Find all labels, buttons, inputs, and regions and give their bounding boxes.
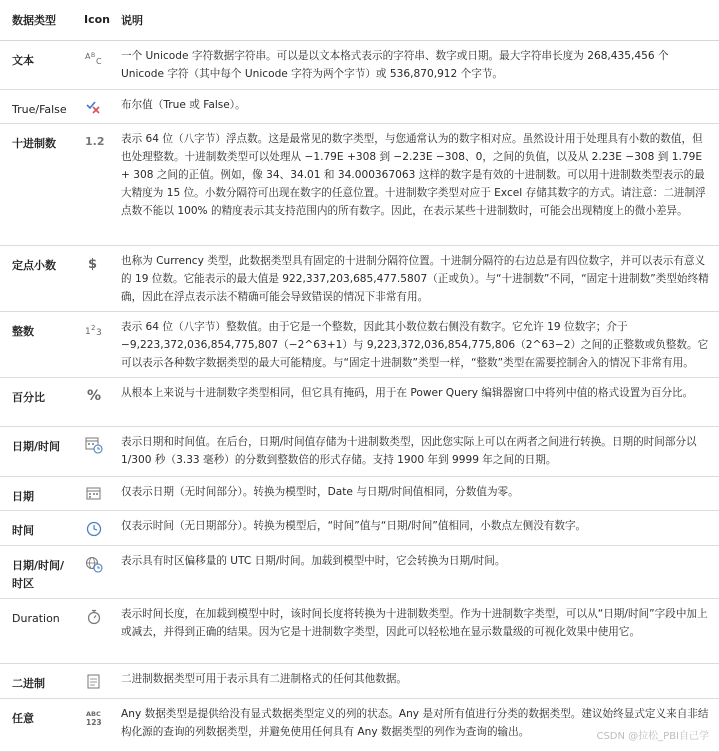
type-name: True/False <box>12 102 67 116</box>
table-row <box>0 663 719 698</box>
svg-text:1.2: 1.2 <box>85 134 105 148</box>
text-abc-icon <box>85 50 103 68</box>
type-name: 文本 <box>12 53 34 67</box>
type-description: 一个 Unicode 字符数据字符串。可以是以文本格式表示的字符串、数字或日期。最大字符串长度为 268,435,456 个 Unicode 字符（其中每个 Unicode 字符为两个字节）或 536,870,912 个字节。 <box>121 49 669 80</box>
table-row <box>0 123 719 245</box>
percent-icon <box>85 387 103 405</box>
header-icon: Icon <box>84 13 111 27</box>
any-type-icon <box>85 708 107 726</box>
table-row <box>0 545 719 598</box>
binary-icon <box>85 673 103 691</box>
table-row <box>0 40 719 89</box>
table-row <box>0 510 719 545</box>
svg-text:ABC: ABC <box>86 709 101 718</box>
globe-clock-icon <box>85 555 103 573</box>
type-name: 日期/时间 <box>12 439 61 453</box>
type-description: 仅表示时间（无日期部分）。转换为模型后，“时间”值与“日期/时间”值相同，小数点左侧没有数字。 <box>121 519 587 532</box>
type-description: 布尔值（True 或 False）。 <box>121 98 246 111</box>
type-name: Duration <box>12 611 60 625</box>
svg-text:$: $ <box>88 256 98 271</box>
type-description: 表示 64 位（八字节）整数值。由于它是一个整数，因此其小数位数右侧没有数字。它允许 19 位数字；介于 −9,223,372,036,854,775,807（−2^63+1）与 9,223,372,036,854,775,806（2^63−2）之间的正整数或负整数。它可以表示各种数字数据类型的最大可能精度。与“固定十进制数”类型一样，“整数”类型在需要控制舍入的情况下非常有用。 <box>121 320 709 369</box>
table-row <box>0 426 719 476</box>
table-row <box>0 311 719 377</box>
svg-text:%: % <box>87 387 102 403</box>
watermark: CSDN @拉松_PBI自己学 <box>596 731 709 742</box>
table-row <box>0 598 719 663</box>
type-description: 从根本上来说与十进制数字类型相同，但它具有掩码，用于在 Power Query 编辑器窗口中将列中值的格式设置为百分比。 <box>121 386 694 399</box>
table-header-row <box>0 0 719 40</box>
svg-text:C: C <box>96 56 102 66</box>
calendar-clock-icon <box>85 436 103 454</box>
type-description: 表示具有时区偏移量的 UTC 日期/时间。加载到模型中时，它会转换为日期/时间。 <box>121 554 506 567</box>
stopwatch-icon <box>85 608 103 626</box>
true-false-icon <box>85 99 103 117</box>
header-desc: 说明 <box>121 13 143 27</box>
svg-text:123: 123 <box>86 717 102 727</box>
type-name: 日期 <box>12 489 34 503</box>
table-row <box>0 476 719 510</box>
type-name: 任意 <box>12 711 34 725</box>
type-name: 整数 <box>12 324 34 338</box>
type-name: 定点小数 <box>12 258 56 272</box>
svg-text:B: B <box>91 51 96 59</box>
type-name: 百分比 <box>12 390 45 404</box>
svg-text:A: A <box>85 51 91 61</box>
type-name: 日期/时间/时区 <box>12 558 65 590</box>
table-row <box>0 377 719 426</box>
type-name: 二进制 <box>12 676 45 690</box>
decimal-icon <box>85 133 107 151</box>
type-description: 表示时间长度，在加载到模型中时，该时间长度将转换为十进制数类型。作为十进制数字类型，可以从“日期/时间”字段中加上或减去，并得到正确的结果。因为它是十进制数字类型，因此可以轻松地在显示数量级的可视化效果中使用它。 <box>121 607 708 638</box>
clock-icon <box>85 520 103 538</box>
type-name: 时间 <box>12 523 34 537</box>
header-type: 数据类型 <box>12 13 56 27</box>
type-description: Any 数据类型是提供给没有显式数据类型定义的列的状态。Any 是对所有值进行分类的数据类型。建议始终显式定义来自非结构化源的查询的列数据类型，并避免使用任何具有 Any 数据类型的列作为查询的输出。 <box>121 707 709 738</box>
svg-text:1: 1 <box>85 326 91 337</box>
table-row <box>0 89 719 123</box>
type-description: 仅表示日期（无时间部分）。转换为模型时，Date 与日期/时间值相同，分数值为零。 <box>121 485 519 498</box>
type-name: 十进制数 <box>12 136 56 150</box>
table-row <box>0 245 719 311</box>
dollar-icon <box>85 255 103 273</box>
type-description: 表示日期和时间值。在后台，日期/时间值存储为十进制数类型，因此您实际上可以在两者之间进行转换。日期的时间部分以 1/300 秒（3.33 毫秒）的分数到整数倍的形式存储。支持 1900 年到 9999 年之间的日期。 <box>121 435 697 466</box>
svg-text:2: 2 <box>91 323 96 332</box>
whole-number-icon <box>85 321 107 339</box>
table-row <box>0 698 719 751</box>
type-description: 也称为 Currency 类型，此数据类型具有固定的十进制分隔符位置。十进制分隔符的右边总是有四位数字，并可以表示有意义的 19 位数。它能表示的最大值是 922,337,203,685,477.5807（正或负）。与“十进制数”不同，“固定十进制数”类型始终精确，因此在浮点表示法不精确可能会导致错误的情况下非常有用。 <box>121 254 709 303</box>
calendar-icon <box>85 486 103 504</box>
type-description: 表示 64 位（八字节）浮点数。这是最常见的数字类型，与您通常认为的数字相对应。虽然设计用于处理具有小数的数值，但也处理整数。十进制数类型可以处理从 −1.79E +308 到 −2.23E −308、0，之间的负值，以及从 2.23E −308 到 1.79E + 308 之间的正值。例如，像 34、34.01 和 34.000367063 这样的数字是有效的十进制数。可以用十进制数类型表示的最大精度为 15 位。小数分隔符可出现在数字的任意位置。十进制数字类型对应于 Excel 存储其数字的方式。请注意：二进制浮点数不能以 100% 的精度表示其支持范围内的所有数字。因此，在表示某些十进制数时，可能会出现精度上的微小差异。 <box>121 132 706 217</box>
svg-text:3: 3 <box>96 327 102 338</box>
type-description: 二进制数据类型可用于表示具有二进制格式的任何其他数据。 <box>121 672 408 685</box>
